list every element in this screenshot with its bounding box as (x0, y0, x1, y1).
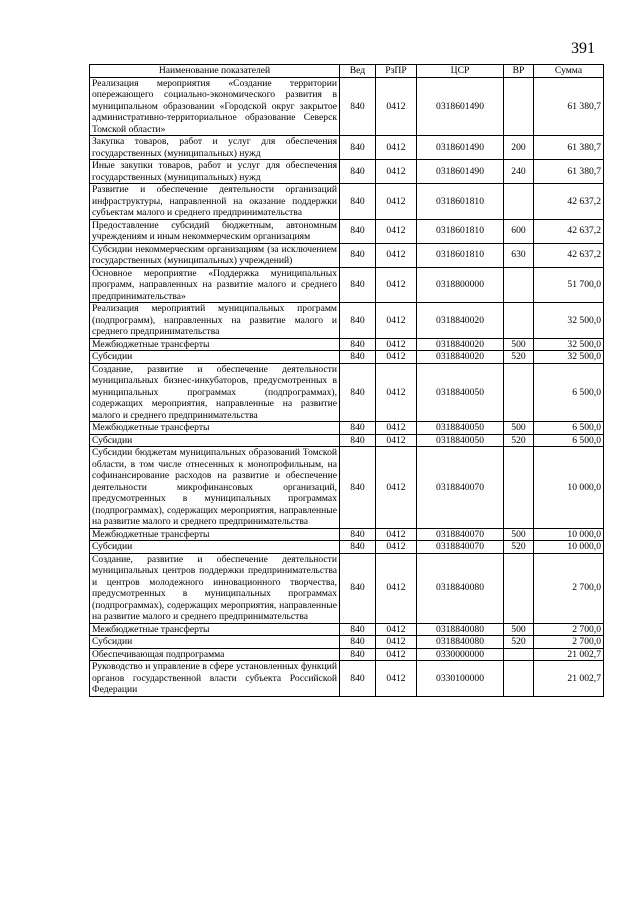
cell-csr: 0318840080 (417, 553, 504, 623)
cell-name: Основное мероприятие «Поддержка муниципальных программ, направленных на развитие малого и среднего предпринимательства» (90, 267, 340, 303)
cell-ved: 840 (340, 77, 376, 136)
cell-name: Закупка товаров, работ и услуг для обеспечения государственных (муниципальных) нужд (90, 136, 340, 160)
cell-vr (504, 447, 534, 529)
table-row (90, 136, 604, 160)
cell-vr: 600 (504, 219, 534, 243)
cell-vr (504, 184, 534, 220)
cell-csr: 0318840020 (417, 303, 504, 339)
cell-ved: 840 (340, 219, 376, 243)
cell-name: Субсидии (90, 636, 340, 649)
cell-rzpr: 0412 (376, 363, 417, 422)
cell-ved: 840 (340, 243, 376, 267)
cell-vr: 520 (504, 636, 534, 649)
cell-vr: 500 (504, 422, 534, 435)
table-row (90, 160, 604, 184)
cell-csr: 0318840050 (417, 422, 504, 435)
cell-sum: 10 000,0 (534, 541, 604, 554)
cell-rzpr: 0412 (376, 136, 417, 160)
cell-name: Обеспечивающая подпрограмма (90, 648, 340, 661)
cell-rzpr: 0412 (376, 303, 417, 339)
cell-vr (504, 77, 534, 136)
table-row (90, 184, 604, 220)
cell-name: Реализация мероприятия «Создание территории опережающего социально-экономического развития в муниципальном образовании «Городской округ закрытое административно-территориальное образование Северск Томской области» (90, 77, 340, 136)
table-row (90, 623, 604, 636)
header-csr: ЦСР (417, 65, 504, 78)
cell-ved: 840 (340, 351, 376, 364)
cell-ved: 840 (340, 160, 376, 184)
cell-csr: 0330100000 (417, 661, 504, 697)
cell-sum: 42 637,2 (534, 184, 604, 220)
table-row (90, 363, 604, 422)
cell-sum: 6 500,0 (534, 434, 604, 447)
table-header-row (90, 65, 604, 78)
cell-vr: 500 (504, 623, 534, 636)
table-row (90, 351, 604, 364)
cell-csr: 0318840020 (417, 351, 504, 364)
table-row (90, 434, 604, 447)
cell-name: Иные закупки товаров, работ и услуг для обеспечения государственных (муниципальных) нужд (90, 160, 340, 184)
header-sum: Сумма (534, 65, 604, 78)
cell-rzpr: 0412 (376, 243, 417, 267)
cell-vr (504, 648, 534, 661)
cell-name: Руководство и управление в сфере установленных функций органов государственной власти субъекта Российской Федерации (90, 661, 340, 697)
page-number: 391 (571, 40, 595, 57)
cell-sum: 21 002,7 (534, 648, 604, 661)
cell-sum: 61 380,7 (534, 160, 604, 184)
cell-rzpr: 0412 (376, 77, 417, 136)
cell-name: Межбюджетные трансферты (90, 338, 340, 351)
cell-sum: 2 700,0 (534, 623, 604, 636)
table-row (90, 219, 604, 243)
cell-ved: 840 (340, 184, 376, 220)
table-body (90, 77, 604, 696)
cell-csr: 0318840020 (417, 338, 504, 351)
budget-table (89, 64, 604, 697)
cell-vr: 500 (504, 528, 534, 541)
cell-sum: 32 500,0 (534, 338, 604, 351)
cell-rzpr: 0412 (376, 219, 417, 243)
table-row (90, 303, 604, 339)
cell-vr (504, 267, 534, 303)
table-row (90, 267, 604, 303)
cell-csr: 0318601490 (417, 160, 504, 184)
cell-vr: 520 (504, 434, 534, 447)
cell-ved: 840 (340, 528, 376, 541)
cell-name: Субсидии (90, 351, 340, 364)
table-row (90, 422, 604, 435)
cell-vr: 500 (504, 338, 534, 351)
cell-rzpr: 0412 (376, 160, 417, 184)
cell-name: Предоставление субсидий бюджетным, автономным учреждениям и иным некоммерческим организациям (90, 219, 340, 243)
cell-ved: 840 (340, 541, 376, 554)
cell-ved: 840 (340, 338, 376, 351)
table-row (90, 528, 604, 541)
cell-csr: 0318840070 (417, 541, 504, 554)
cell-vr: 520 (504, 351, 534, 364)
cell-rzpr: 0412 (376, 528, 417, 541)
cell-vr (504, 363, 534, 422)
cell-sum: 10 000,0 (534, 528, 604, 541)
cell-ved: 840 (340, 623, 376, 636)
cell-sum: 51 700,0 (534, 267, 604, 303)
cell-name: Развитие и обеспечение деятельности организаций инфраструктуры, направленной на оказание поддержки субъектам малого и среднего предпринимательства (90, 184, 340, 220)
cell-sum: 21 002,7 (534, 661, 604, 697)
cell-csr: 0318601490 (417, 77, 504, 136)
cell-ved: 840 (340, 363, 376, 422)
cell-vr (504, 661, 534, 697)
cell-csr: 0318601490 (417, 136, 504, 160)
cell-name: Межбюджетные трансферты (90, 422, 340, 435)
cell-csr: 0318840050 (417, 434, 504, 447)
header-name: Наименование показателей (90, 65, 340, 78)
cell-rzpr: 0412 (376, 267, 417, 303)
cell-sum: 10 000,0 (534, 447, 604, 529)
cell-ved: 840 (340, 553, 376, 623)
cell-rzpr: 0412 (376, 422, 417, 435)
cell-csr: 0318601810 (417, 243, 504, 267)
cell-name: Реализация мероприятий муниципальных программ (подпрограмм), направленных на развитие малого и среднего предпринимательства (90, 303, 340, 339)
cell-name: Межбюджетные трансферты (90, 623, 340, 636)
cell-ved: 840 (340, 648, 376, 661)
cell-name: Субсидии бюджетам муниципальных образований Томской области, в том числе отнесенных к монопрофильным, на софинансирование расходов на развитие и обеспечение деятельности микрофинансовых организаций, предусмотренных в муниципальных программах (подпрограммах), содержащих мероприятия, направленные на развитие малого и среднего предпринимательства (90, 447, 340, 529)
table-row (90, 553, 604, 623)
header-ved: Вед (340, 65, 376, 78)
cell-vr: 520 (504, 541, 534, 554)
cell-ved: 840 (340, 447, 376, 529)
cell-rzpr: 0412 (376, 447, 417, 529)
cell-sum: 42 637,2 (534, 219, 604, 243)
cell-ved: 840 (340, 422, 376, 435)
table-row (90, 648, 604, 661)
cell-sum: 42 637,2 (534, 243, 604, 267)
table-row (90, 661, 604, 697)
table-row (90, 243, 604, 267)
header-rzpr: РзПР (376, 65, 417, 78)
cell-rzpr: 0412 (376, 623, 417, 636)
table-row (90, 77, 604, 136)
cell-rzpr: 0412 (376, 553, 417, 623)
cell-sum: 2 700,0 (534, 553, 604, 623)
table-row (90, 541, 604, 554)
cell-name: Создание, развитие и обеспечение деятельности муниципальных центров поддержки предпринимательства и центров молодежного инновационного творчества, предусмотренных в муниципальных программах (подпрограммах), содержащих мероприятия, направленные на развитие малого и среднего предпринимательства (90, 553, 340, 623)
cell-rzpr: 0412 (376, 661, 417, 697)
cell-name: Субсидии некоммерческим организациям (за исключением государственных (муниципальных) учреждений) (90, 243, 340, 267)
cell-csr: 0330000000 (417, 648, 504, 661)
cell-rzpr: 0412 (376, 541, 417, 554)
cell-sum: 6 500,0 (534, 422, 604, 435)
cell-ved: 840 (340, 136, 376, 160)
cell-rzpr: 0412 (376, 184, 417, 220)
cell-sum: 6 500,0 (534, 363, 604, 422)
cell-rzpr: 0412 (376, 648, 417, 661)
cell-vr: 240 (504, 160, 534, 184)
cell-csr: 0318840070 (417, 528, 504, 541)
cell-csr: 0318601810 (417, 184, 504, 220)
cell-ved: 840 (340, 303, 376, 339)
cell-sum: 32 500,0 (534, 303, 604, 339)
cell-sum: 2 700,0 (534, 636, 604, 649)
cell-csr: 0318840050 (417, 363, 504, 422)
table-row (90, 447, 604, 529)
cell-rzpr: 0412 (376, 636, 417, 649)
cell-sum: 61 380,7 (534, 77, 604, 136)
cell-ved: 840 (340, 661, 376, 697)
cell-name: Субсидии (90, 434, 340, 447)
header-vr: ВР (504, 65, 534, 78)
cell-sum: 61 380,7 (534, 136, 604, 160)
cell-ved: 840 (340, 267, 376, 303)
cell-sum: 32 500,0 (534, 351, 604, 364)
table-row (90, 636, 604, 649)
cell-name: Субсидии (90, 541, 340, 554)
cell-name: Межбюджетные трансферты (90, 528, 340, 541)
cell-rzpr: 0412 (376, 338, 417, 351)
cell-csr: 0318840070 (417, 447, 504, 529)
cell-vr: 200 (504, 136, 534, 160)
cell-rzpr: 0412 (376, 434, 417, 447)
cell-csr: 0318800000 (417, 267, 504, 303)
cell-rzpr: 0412 (376, 351, 417, 364)
cell-csr: 0318840080 (417, 636, 504, 649)
cell-csr: 0318840080 (417, 623, 504, 636)
cell-vr (504, 303, 534, 339)
cell-ved: 840 (340, 434, 376, 447)
cell-name: Создание, развитие и обеспечение деятельности муниципальных бизнес-инкубаторов, предусмотренных в муниципальных программах (подпрограммах), содержащих мероприятия, направленные на развитие малого и среднего предпринимательства (90, 363, 340, 422)
cell-vr: 630 (504, 243, 534, 267)
cell-csr: 0318601810 (417, 219, 504, 243)
cell-vr (504, 553, 534, 623)
table-row (90, 338, 604, 351)
cell-ved: 840 (340, 636, 376, 649)
